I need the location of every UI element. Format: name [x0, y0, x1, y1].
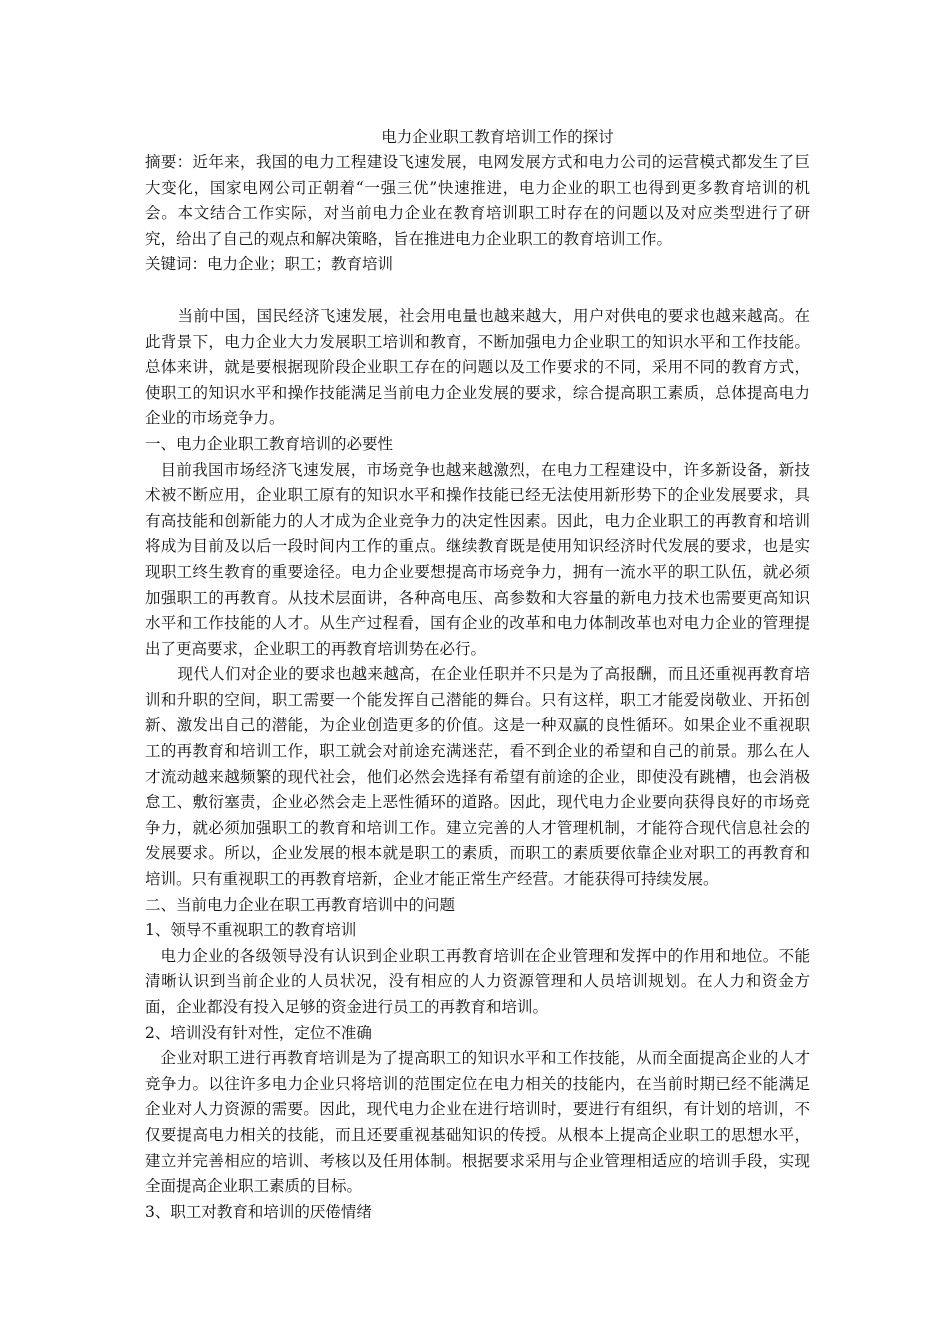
blank-line: [145, 278, 810, 304]
section-1-heading: 一、电力企业职工教育培训的必要性: [145, 434, 394, 453]
document-body: [145, 124, 810, 1225]
subsection-2-heading: 2、培训没有针对性，定位不准确: [145, 1023, 372, 1042]
keywords-line: 关键词：电力企业；职工；教育培训: [145, 255, 394, 274]
document-title: 电力企业职工教育培训工作的探讨: [381, 128, 614, 146]
subsection-3-heading: 3、职工对教育和培训的厌倦情绪: [145, 1202, 372, 1221]
section-1-paragraph-2: 现代人们对企业的要求也越来越高，在企业任职并不只是为了高报酬，而且还重视再教育培训和升职的空间，职工需要一个能发挥自己潜能的舞台。只有这样，职工才能爱岗敬业、开拓创新、激发出自己的潜能，为企业创造更多的价值。这是一种双赢的良性循环。如果企业不重视职工的再教育和培训工作，职工就会对前途充满迷茫，看不到企业的希望和自己的前景。那么在人才流动越来越频繁的现代社会，他们必然会选择有希望有前途的企业，即使没有跳槽，也会消极怠工、敷衍塞责，企业必然会走上恶性循环的道路。因此，现代电力企业要向获得良好的市场竞争力，就必须加强职工的教育和培训工作。建立完善的人才管理机制，才能符合现代信息社会的发展要求。所以，企业发展的根本就是职工的素质，而职工的素质要依靠企业对职工的再教育和培训。只有重视职工的再教育培新，企业才能正常生产经营。才能获得可持续发展。: [145, 665, 810, 889]
subsection-2-paragraph: 企业对职工进行再教育培训是为了提高职工的知识水平和工作技能，从而全面提高企业的人才竞争力。以往许多电力企业只将培训的范围定位在电力相关的技能内，在当前时期已经不能满足企业对人力资源的需要。因此，现代电力企业在进行培训时，要进行有组织，有计划的培训，不仅要提高电力相关的技能，而且还要重视基础知识的传授。从根本上提高企业职工的思想水平，建立并完善相应的培训、考核以及任用体制。根据要求采用与企业管理相适应的培训手段，实现全面提高企业职工素质的目标。: [145, 1049, 810, 1196]
section-1-paragraph-1: 目前我国市场经济飞速发展，市场竞争也越来越激烈，在电力工程建设中，许多新设备，新技术被不断应用，企业职工原有的知识水平和操作技能已经无法使用新形势下的企业发展要求，具有高技能和创新能力的人才成为企业竞争力的决定性因素。因此，电力企业职工的再教育和培训将成为目前及以后一段时间内工作的重点。继续教育既是使用知识经济时代发展的要求，也是实现职工终生教育的重要途径。电力企业要想提高市场竞争力，拥有一流水平的职工队伍，就必须加强职工的再教育。从技术层面讲，各种高电压、高参数和大容量的新电力技术也需要更高知识水平和工作技能的人才。从生产过程看，国有企业的改革和电力体制改革也对电力企业的管理提出了更高要求，企业职工的再教育培训势在必行。: [145, 460, 810, 658]
intro-paragraph: 当前中国，国民经济飞速发展，社会用电量也越来越大，用户对供电的要求也越来越高。在此背景下，电力企业大力发展职工培训和教育，不断加强电力企业职工的知识水平和工作技能。总体来讲，就是要根据现阶段企业职工存在的问题以及工作要求的不同，采用不同的教育方式，使职工的知识水平和操作技能满足当前电力企业发展的要求，综合提高职工素质，总体提高电力企业的市场竞争力。: [145, 306, 810, 428]
subsection-1-paragraph: 电力企业的各级领导没有认识到企业职工再教育培训在企业管理和发挥中的作用和地位。不能清晰认识到当前企业的人员状况，没有相应的人力资源管理和人员培训规划。在人力和资金方面，企业都没有投入足够的资金进行员工的再教育和培训。: [145, 946, 810, 1016]
abstract-paragraph: 摘要：近年来，我国的电力工程建设飞速发展，电网发展方式和电力公司的运营模式都发生了巨大变化，国家电网公司正朝着“一强三优”快速推进，电力企业的职工也得到更多教育培训的机会。本文结合工作实际，对当前电力企业在教育培训职工时存在的问题以及对应类型进行了研究，给出了自己的观点和解决策略，旨在推进电力企业职工的教育培训工作。: [145, 153, 810, 248]
subsection-1-heading: 1、领导不重视职工的教育培训: [145, 921, 357, 940]
section-2-heading: 二、当前电力企业在职工再教育培训中的问题: [145, 895, 456, 914]
